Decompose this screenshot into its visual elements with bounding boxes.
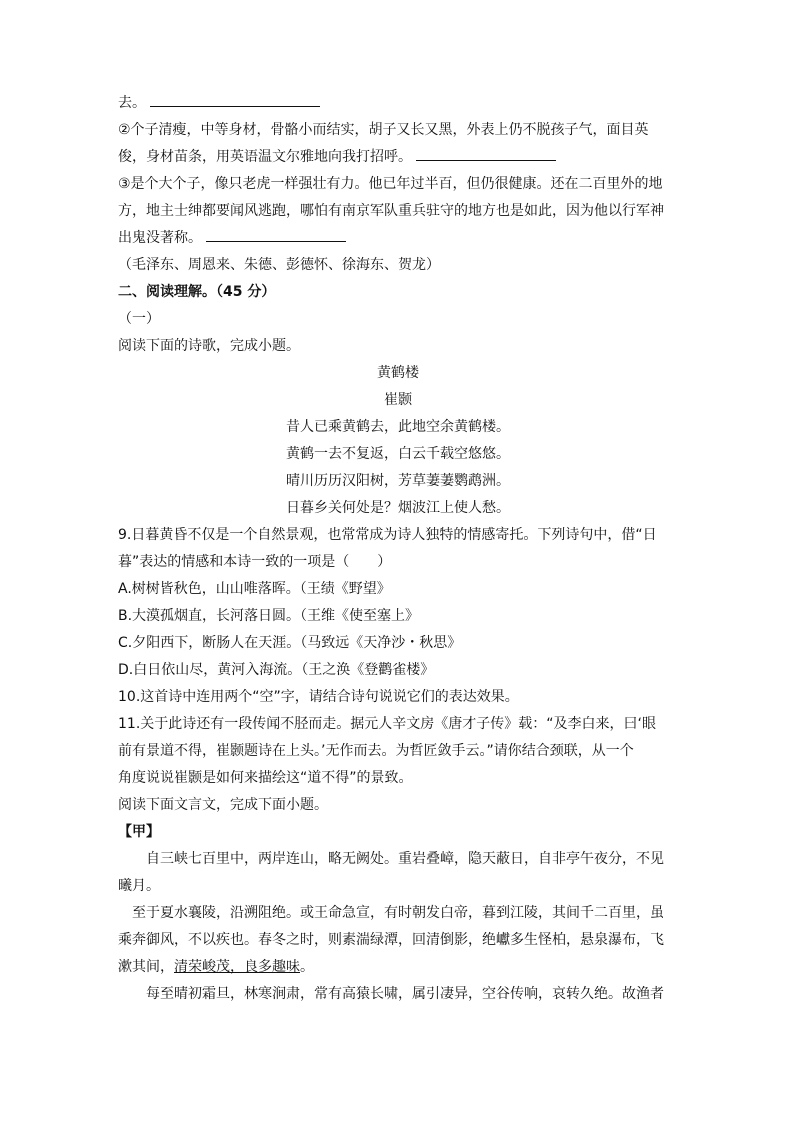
question-9-line-1: 9.日暮黄昏不仅是一个自然景观，也常常成为诗人独特的情感寄托。下列诗句中，借“日	[118, 527, 657, 543]
answer-blank-1[interactable]	[150, 91, 320, 107]
part-label: （一）	[118, 311, 160, 327]
question-9-option-d: D.白日依山尽，黄河入海流。（王之涣《登鹳雀楼》	[118, 662, 435, 678]
question-11-line-2: 前有景道不得，崔颢题诗在上头。’无作而去。为哲匠敛手云。”请你结合颈联，从一个	[118, 743, 634, 759]
poem-line-2: 黄鹤一去不复返，白云千载空悠悠。	[286, 446, 510, 462]
vocab-item-3-line-1: ③是个大个子，像只老虎一样强壮有力。他已年过半百，但仍很健康。还在二百里外的地	[118, 176, 663, 192]
passage-p1-line-1: 自三峡七百里中，两岸连山，略无阙处。重岩叠嶂，隐天蔽日，自非亭午夜分，不见	[146, 851, 664, 867]
poem-line-3: 晴川历历汉阳树，芳草萋萋鹦鹉洲。	[286, 473, 510, 489]
poem-author: 崔颢	[384, 392, 412, 408]
question-9-option-a: A.树树皆秋色，山山唯落晖。（王绩《野望》	[118, 581, 391, 597]
vocab-item-2-line-1: ②个子清瘦，中等身材，骨骼小而结实，胡子又长又黑，外表上仍不脱孩子气，面目英	[118, 122, 649, 138]
passage-p2-line-3: 漱其间，清荣峻茂，良多趣味。	[118, 959, 314, 975]
question-10: 10.这首诗中连用两个“空”字，请结合诗句说说它们的表达效果。	[118, 689, 519, 705]
question-11-line-3: 角度说说崔颢是如何来描绘这“道不得”的景致。	[118, 770, 413, 786]
poem-title: 黄鹤楼	[377, 365, 419, 381]
answer-blank-3[interactable]	[206, 226, 346, 242]
name-options: （毛泽东、周恩来、朱德、彭德怀、徐海东、贺龙）	[118, 257, 440, 273]
vocab-item-2-line-2: 俊，身材苗条，用英语温文尔雅地向我打招呼。	[118, 144, 678, 171]
question-9-option-b: B.大漠孤烟直，长河落日圆。（王维《使至塞上》	[118, 608, 420, 624]
passage-p2-line-2: 乘奔御风，不以疾也。春冬之时，则素湍绿潭，回清倒影，绝巘多生怪柏，悬泉瀑布，飞	[118, 932, 664, 948]
question-9-option-c: C.夕阳西下，断肠人在天涯。（马致远《天净沙・秋思》	[118, 635, 462, 651]
question-9-line-2: 暮”表达的情感和本诗一致的一项是（ ）	[118, 554, 392, 570]
passage-label-jia: 【甲】	[118, 824, 160, 840]
poem-instruction: 阅读下面的诗歌，完成小题。	[118, 338, 300, 354]
document-body	[118, 90, 678, 1008]
question-11-line-1: 11.关于此诗还有一段传闻不胫而走。据元人辛文房《唐才子传》载：“及李白来，曰‘眼	[118, 716, 656, 732]
poem-line-1: 昔人已乘黄鹤去，此地空余黄鹤楼。	[286, 419, 510, 435]
answer-blank-2[interactable]	[416, 145, 556, 161]
passage-p3-line-1: 每至晴初霜旦，林寒涧肃，常有高猿长啸，属引凄异，空谷传响，哀转久绝。故渔者	[146, 986, 664, 1002]
poem-line-4: 日暮乡关何处是？烟波江上使人愁。	[286, 500, 510, 516]
classical-instruction: 阅读下面文言文，完成下面小题。	[118, 797, 328, 813]
vocab-item-3-line-3: 出鬼没著称。	[118, 225, 678, 252]
underlined-phrase: 清荣峻茂，良多趣味	[174, 959, 300, 975]
vocab-item-1-tail: 去。	[118, 90, 678, 117]
passage-p2-line-1: 至于夏水襄陵，沿溯阻绝。或王命急宣，有时朝发白帝，暮到江陵，其间千二百里，虽	[132, 905, 664, 921]
passage-p1-line-2: 曦月。	[118, 878, 160, 894]
vocab-item-3-line-2: 方，地主士绅都要闻风逃跑，哪怕有南京军队重兵驻守的地方也是如此，因为他以行军神	[118, 203, 664, 219]
section-title: 二、阅读理解。（45 分）	[118, 284, 276, 300]
